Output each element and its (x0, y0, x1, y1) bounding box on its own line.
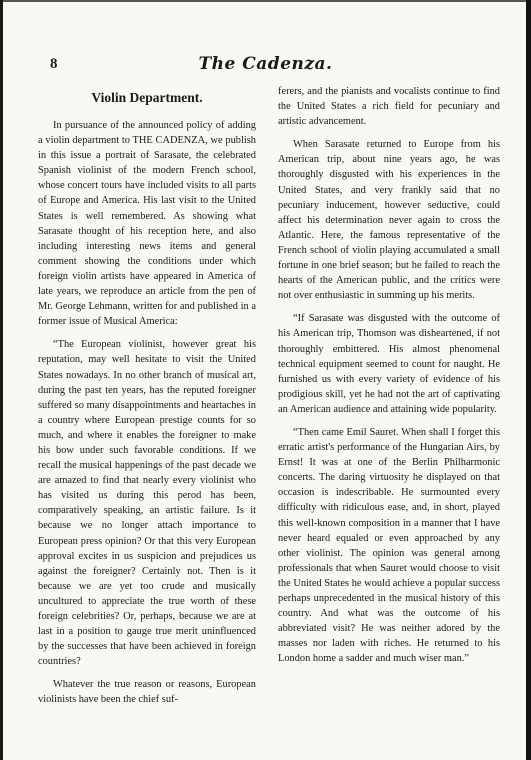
page-right-edge (526, 0, 531, 760)
masthead-title: The Cadenza. (198, 54, 333, 74)
page-header (48, 54, 483, 76)
article-paragraph: “If Sarasate was disgusted with the outcome of his American trip, Thomson was disheartened, if not thoroughly embittered. His almost phenomenal technical equipment seemed to count for naught. He furnished us with every variety of evidence of his prodigious skill, yet he had not the art of captivating an American audience and attaining wide popularity. (278, 313, 500, 415)
article-paragraph: “The European violinist, however great his reputation, may well hesitate to visit the United States nowadays. In no other branch of musical art, during the past ten years, has the reputed foreigner suffered so many disappointments and heartaches in a country where European prestige counts for so much, and where it enables the foreigner to make his bow under such favorable conditions. If we recall the musical happenings of the past decade we are amazed to find that nearly every violinist who has visited us during this perod has been, comparatively speaking, an artistic failure. Is it because we no longer attach importance to European press opinion? Or that this very European approval excites in us suspicion and prejudices us against the foreigner? Certainly not. Then is it because we are yet too crude and musically uncultured to appreciate the true worth of these foreign celebrities? Or, perhaps, because we are at last in a position to gauge true merit uninfluenced by the successes that have been achieved in foreign countries? (38, 339, 256, 668)
right-column (278, 84, 500, 666)
page-top-edge (0, 0, 531, 2)
intro-paragraph: In pursuance of the announced policy of adding a violin department to THE CADENZA, we publish in this issue a portrait of Sarasate, the celebrated Spanish violinist of the modern French school, whose concert tours have included visits to all parts of Europe and America. His last visit to the United States is well remembered. As showing what Sarasate thought of his reception here, and also including interesting news items and general comment showing the conditions under which foreign violin artists have appeared in America of late years, we reproduce an article from the pen of Mr. George Lehmann, written for and published in a former issue of Musical America: (38, 120, 256, 328)
page-number: 8 (50, 56, 58, 72)
page-left-edge (0, 0, 3, 760)
continued-paragraph: ferers, and the pianists and vocalists continue to find the United States a rich field for pecuniary and artistic advancement. (278, 86, 500, 128)
article-paragraph: Whatever the true reason or reasons, European violinists have been the chief suf- (38, 679, 256, 706)
article-paragraph: When Sarasate returned to Europe from his American trip, about nine years ago, he was thoroughly disgusted with his experiences in the United States, and very frankly said that no pecuniary inducement, however seductive, could affect his determination never again to cross the Atlantic. Here, the famous representative of the French school of violin playing accumulated a small fortune in one brief season; but he failed to reach the hearts of the American public, and the critics were not over enthusiastic in summing up his merits. (278, 139, 500, 302)
section-title: Violin Department. (91, 90, 203, 105)
article-paragraph: “Then came Emil Sauret. When shall I forget this erratic artist's performance of the Hungarian Airs, by Ernst! It was at one of the Berlin Philharmonic concerts. The daring virtuosity he displayed on that occasion is indescribable. He surmounted every difficulty with ridiculous ease, and, in short, played this well-known composition in a manner that I have never heard equaled or even approached by any other violinist. The opinion was general among professionals that when Sauret would choose to visit the United States he would achieve a popular success perhaps unprecedented in the musical history of this country. And what was the outcome of his abbreviated visit? He was neither adored by the masses nor laden with riches. He returned to his London home a sadder and much wiser man.” (278, 426, 500, 665)
left-column (38, 90, 256, 708)
